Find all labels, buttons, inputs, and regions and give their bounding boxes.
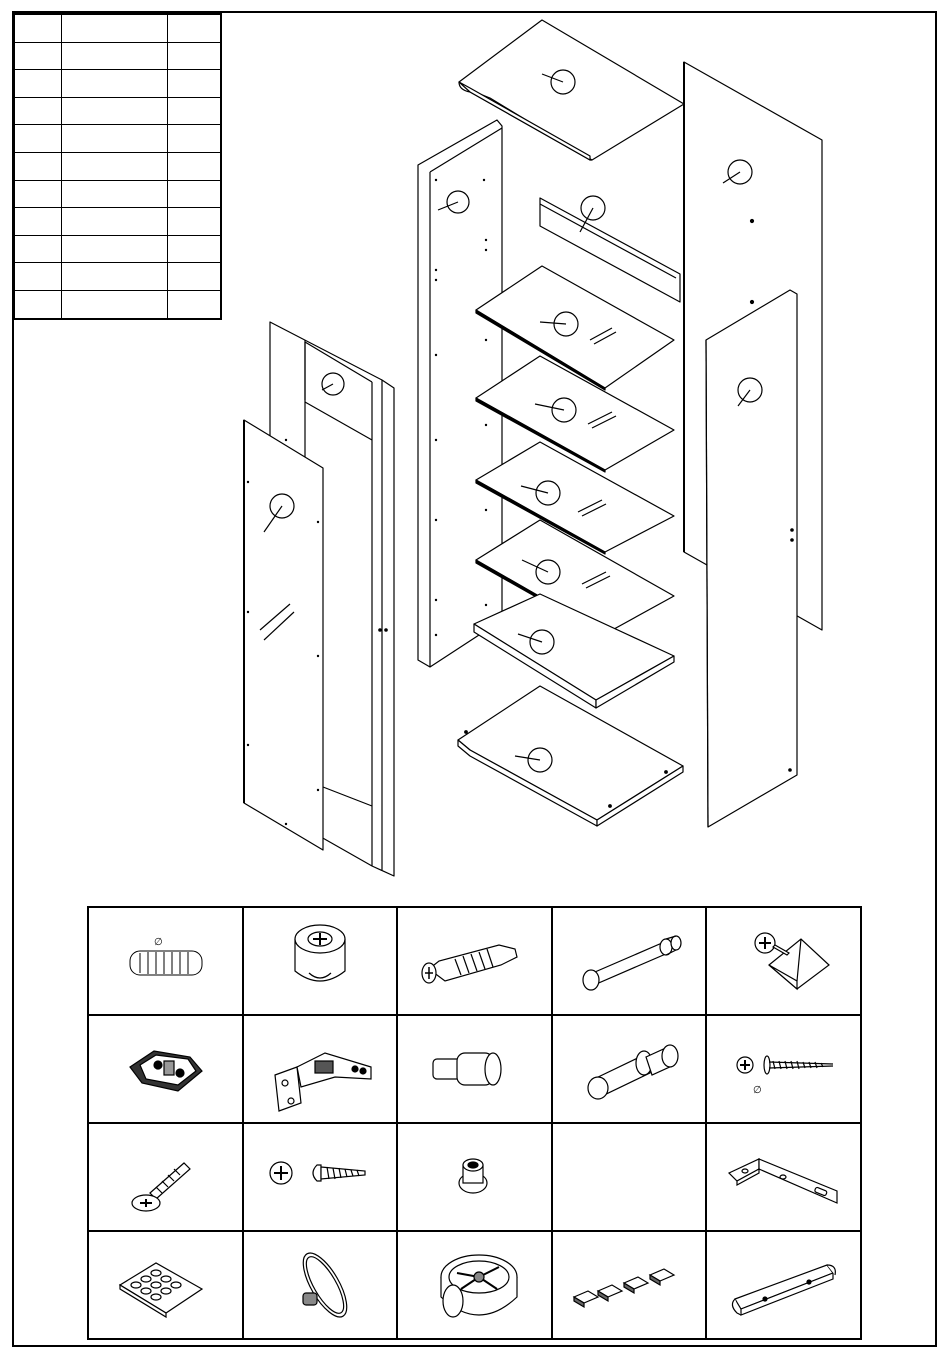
hardware-cell-cam-pin bbox=[552, 907, 707, 1015]
angle-bracket-icon bbox=[709, 1125, 859, 1229]
hardware-cell-empty bbox=[552, 1123, 707, 1231]
shelf-pin-icon bbox=[554, 1017, 704, 1121]
hardware-cell-corner-bracket bbox=[706, 907, 861, 1015]
glass-shelf-2 bbox=[476, 356, 674, 472]
short-screw-icon bbox=[245, 1125, 395, 1229]
hardware-cell-short-screw bbox=[243, 1123, 398, 1231]
hardware-cell-cam-lock bbox=[243, 907, 398, 1015]
glass-shelf-3 bbox=[476, 442, 674, 554]
door-knob-icon bbox=[245, 1233, 395, 1337]
felt-pads-icon bbox=[554, 1233, 704, 1337]
hardware-cell-shelf-pin bbox=[552, 1015, 707, 1123]
door-handle-icon bbox=[709, 1233, 859, 1337]
bumper-pads-icon bbox=[90, 1233, 240, 1337]
hardware-cell-door-knob bbox=[243, 1231, 398, 1339]
hardware-cell-wood-screw bbox=[706, 1015, 861, 1123]
right-side-panel bbox=[706, 290, 797, 827]
bottom-panel bbox=[458, 686, 683, 826]
corner-bracket-screw-icon bbox=[709, 909, 859, 1013]
mirror-door bbox=[244, 420, 323, 850]
hardware-cell-bumper-pads bbox=[88, 1231, 243, 1339]
dowel-diameter-label: ∅ bbox=[154, 937, 164, 948]
hinge-plate-icon bbox=[90, 1017, 240, 1121]
hardware-cell-angle-bracket bbox=[706, 1123, 861, 1231]
connector-bolt-icon bbox=[399, 909, 549, 1013]
glass-clip-icon bbox=[399, 1125, 549, 1229]
leveling-foot-icon bbox=[399, 1233, 549, 1337]
hardware-cell-felt-pads bbox=[552, 1231, 707, 1339]
machine-bolt-icon bbox=[90, 1125, 240, 1229]
hardware-cell-door-handle bbox=[706, 1231, 861, 1339]
hardware-cell-dowel bbox=[88, 907, 243, 1015]
cam-lock-icon bbox=[245, 909, 395, 1013]
glass-shelf-1 bbox=[476, 266, 674, 390]
shelf-support-icon bbox=[399, 1017, 549, 1121]
hardware-cell-glass-clip bbox=[397, 1123, 552, 1231]
concealed-hinge-icon bbox=[245, 1017, 395, 1121]
hardware-cell-machine-bolt bbox=[88, 1123, 243, 1231]
hardware-cell-connector-bolt bbox=[397, 907, 552, 1015]
hardware-cell-concealed-hinge bbox=[243, 1015, 398, 1123]
screw-diameter-label: ∅ bbox=[752, 1085, 762, 1096]
wood-screw-icon bbox=[709, 1017, 859, 1121]
hardware-cell-shelf-support bbox=[397, 1015, 552, 1123]
cam-pin-icon bbox=[554, 909, 704, 1013]
hardware-cell-leveling-foot bbox=[397, 1231, 552, 1339]
hardware-grid bbox=[87, 906, 862, 1340]
hardware-cell-hinge-plate bbox=[88, 1015, 243, 1123]
wooden-dowel-icon bbox=[90, 909, 240, 1013]
